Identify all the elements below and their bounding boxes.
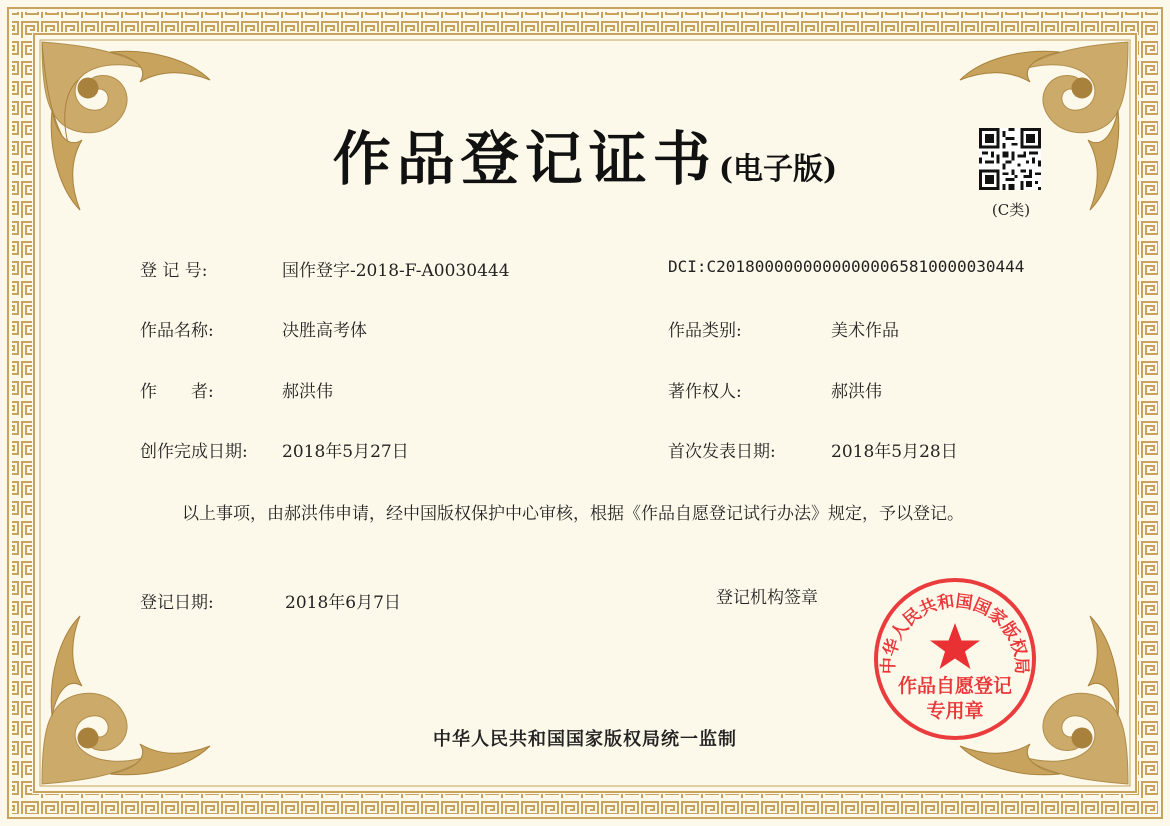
seal-line-1: 作品自愿登记 xyxy=(897,675,1013,697)
seal-line-2: 专用章 xyxy=(926,700,984,722)
issuer-footer: 中华人民共和国国家版权局统一监制 xyxy=(433,729,737,750)
work-name-label: 作品名称: xyxy=(140,321,214,341)
work-type-label: 作品类别: xyxy=(668,321,742,341)
work-name-value: 决胜高考体 xyxy=(282,321,367,341)
dci-code: DCI:C20180000000000000065810000030444 xyxy=(668,257,1025,276)
author-label: 作 者: xyxy=(140,382,214,402)
publication-date-value: 2018年5月28日 xyxy=(831,442,958,462)
reg-no-label: 登 记 号: xyxy=(140,261,208,281)
seal-ring-text: 中华人民共和国国家版权局 xyxy=(878,591,1032,675)
author-value: 郝洪伟 xyxy=(282,382,333,402)
copyright-owner-value: 郝洪伟 xyxy=(831,382,882,402)
reg-no-value: 国作登字-2018-F-A0030444 xyxy=(282,261,510,281)
completion-date-value: 2018年5月27日 xyxy=(282,442,409,462)
publication-date-label: 首次发表日期: xyxy=(668,442,776,462)
title-subtitle: (电子版) xyxy=(718,152,838,187)
reg-date-value: 2018年6月7日 xyxy=(285,593,401,613)
qr-code-icon xyxy=(979,128,1041,190)
copyright-owner-label: 著作权人: xyxy=(668,382,742,402)
completion-date-label: 创作完成日期: xyxy=(140,442,248,462)
work-type-value: 美术作品 xyxy=(831,321,899,341)
page-title: 作品登记证书 xyxy=(332,125,717,193)
seal-star-icon xyxy=(930,623,980,669)
official-seal-stamp xyxy=(872,576,1038,742)
seal-caption: 登记机构签章 xyxy=(716,588,818,608)
reg-date-label: 登记日期: xyxy=(140,593,214,613)
certificate-class-label: (C类) xyxy=(991,201,1031,219)
registration-statement: 以上事项，由郝洪伟申请，经中国版权保护中心审核，根据《作品自愿登记试行办法》规定，予以登记。 xyxy=(182,504,964,524)
